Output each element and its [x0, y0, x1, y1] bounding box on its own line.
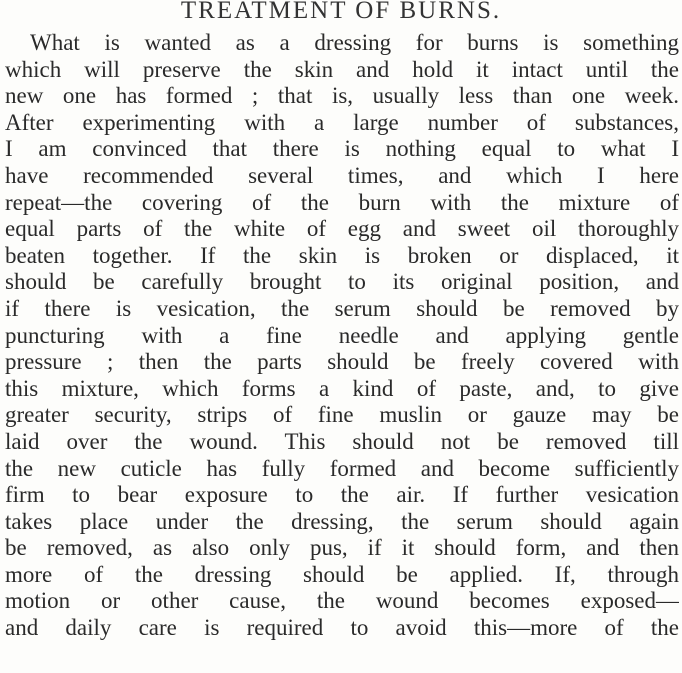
text-line: repeat—the covering of the burn with the mixture of: [5, 189, 679, 215]
article-title: TREATMENT OF BURNS.: [180, 0, 502, 24]
text-line: I am convinced that there is nothing equal to what I: [5, 136, 679, 162]
text-line: puncturing with a fine needle and applying gentle: [5, 322, 679, 348]
text-line: should be carefully brought to its original position, and: [5, 269, 679, 295]
text-line: if there is vesication, the serum should be removed by: [5, 295, 679, 321]
text-line: takes place under the dressing, the serum should again: [5, 508, 679, 534]
text-line: pressure ; then the parts should be freely covered with: [5, 349, 679, 375]
text-line: be removed, as also only pus, if it should form, and then: [5, 535, 679, 561]
text-line: greater security, strips of fine muslin or gauze may be: [5, 402, 679, 428]
text-line: motion or other cause, the wound becomes exposed—: [5, 588, 679, 614]
text-line: laid over the wound. This should not be removed till: [5, 428, 679, 454]
text-line: equal parts of the white of egg and sweet oil thoroughly: [5, 216, 679, 242]
text-line: beaten together. If the skin is broken or displaced, it: [5, 242, 679, 268]
text-line: this mixture, which forms a kind of paste, and, to give: [5, 375, 679, 401]
text-line: which will preserve the skin and hold it intact until the: [5, 56, 679, 82]
text-line: have recommended several times, and which I here: [5, 162, 679, 188]
text-line: and daily care is required to avoid this—more of the: [5, 615, 679, 641]
text-line: What is wanted as a dressing for burns is something: [30, 30, 679, 55]
article-body: [5, 30, 679, 642]
text-line: After experimenting with a large number of substances,: [5, 109, 679, 135]
text-line: new one has formed ; that is, usually less than one week.: [5, 83, 679, 109]
text-line: firm to bear exposure to the air. If further vesication: [5, 482, 679, 508]
text-line: the new cuticle has fully formed and become sufficiently: [5, 455, 679, 481]
text-line: more of the dressing should be applied. If, through: [5, 561, 679, 587]
